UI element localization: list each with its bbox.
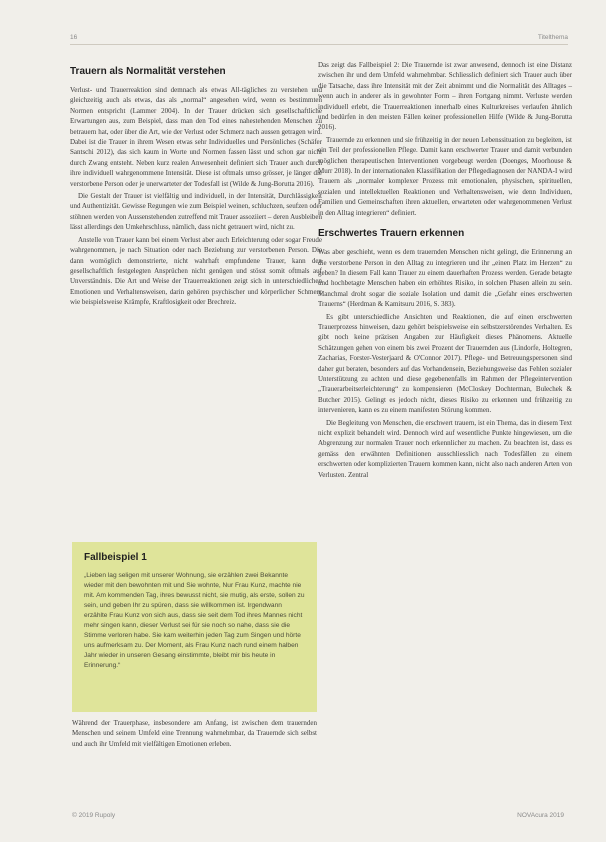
left-column-continued: [72, 718, 317, 751]
case-study-box: [72, 542, 317, 712]
paragraph: Das zeigt das Fallbeispiel 2: Die Trauernde ist zwar anwesend, dennoch ist eine Distanz zwischen ihr und dem Umfeld wahrnehmbar. Schliesslich definiert sich Trauer auch über die Tatsache, dass ihre Intensität mit der Zeit abnimmt und die Normalität des Alltages – wenn auch in anderer als in gewohnter Form – ihren Fortgang nimmt. Verluste werden individuell erlebt, die Trauerreaktionen innerhalb eines Kulturkreises verlaufen ähnlich und bedürfen in den meisten Fällen keiner professionellen Hilfe (Wilde & Jung-Borutta 2016).: [318, 61, 572, 132]
right-column: [318, 60, 572, 482]
paragraph: Anstelle von Trauer kann bei einem Verlust aber auch Erleichterung oder sogar Freude wahrgenommen, je nach Situation oder nach Beziehung zur verstorbenen Person. Die dann womöglich demonstrierte, nicht wahrhaft empfundene Trauer, kann den gesellschaftlich festgelegten Ansprüchen nicht genügen und stösst somit oftmals auf Unverständnis. Die Art und Weise der Trauerreaktionen zeigt sich in unterschiedlichen Emotionen und Verhaltensweisen, darin gehören psychischer und körperlicher Schmerz wie beispielsweise Krämpfe, Kraftlosigkeit oder Brechreiz.: [70, 235, 322, 307]
paragraph: Während der Trauerphase, insbesondere am Anfang, ist zwischen dem trauernden Menschen und seinem Umfeld eine Trennung wahrnehmbar, da Trauernde sich selbst und auch ihr Umfeld mit vielfältigen Emotionen erleben.: [72, 719, 317, 748]
section-2: [318, 228, 572, 480]
page-number: 16: [70, 34, 78, 41]
section-heading: Trauern als Normalität verstehen: [70, 66, 226, 77]
paragraph: Die Begleitung von Menschen, die erschwert trauern, ist ein Thema, das in diesem Text nicht explizit behandelt wird. Dennoch wird auf wesentliche Punkte hingewiesen, um die Abgrenzung zur normalen Trauer noch erkennlicher zu machen. Zu beachten ist, dass es gemäss den erwähnten Definitionen ausschliesslich nach Todesfällen zu einem erschwerten oder komplizierten Trauern kommen kann, nicht also nach anderen Arten von Verlusten. Zentral: [318, 418, 572, 479]
paragraph: Die Gestalt der Trauer ist vielfältig und individuell, in der Intensität, Durchlässigkeit und Authentizität. Gewisse Regungen wie zum Beispiel weinen, schluchzen, seufzen oder stöhnen werden von Aussenstehenden zutreffend mit Trauer assoziiert – deren Ausbleiben lässt allerdings den Umkehrschluss, nämlich, dass nicht getrauert wird, nicht zu.: [70, 192, 322, 232]
paragraph: Verlust- und Trauerreaktion sind demnach als etwas All-tägliches zu verstehen und gleichzeitig auch als etwas, das als „normal“ angesehen wird, wenn es bestimmten Normen entspricht (Lammer 2004). In der Trauer drücken sich gesellschaftliche Erwartungen aus, zum Beispiel, dass man den Tod eines nahestehenden Menschen zu betrauern hat, oder über die Art, wie der Verlust oder Schmerz nach aussen getragen wird. Dabei ist die Trauer in ihrem Wesen etwas sehr Individuelles und Persönliches (Schäfer Santschi 2012), das sich kaum in Worte und Normen fassen lässt und schon gar nicht durch Zwang entsteht. Neben kurz realen Anwesenheit definiert sich Trauer auch durch ihre individuell wahrgenommene Intensität. Diese ist oftmals umso grösser, je länger die verstorbene Person oder je unerwarteter der Todesfall ist (Wilde & Jung-Borutta 2016).: [70, 86, 322, 188]
paragraph: Es gibt unterschiedliche Ansichten und Reaktionen, die auf einen erschwerten Trauerprozess hinweisen, dazu gehört beispielsweise ein selbstzerstörendes Verhalten. Es gibt noch keine präzisen Angaben zur Häufigkeit dieses Phänomens. Aktuelle Schätzungen gehen von einem bis zwei Prozent der Trauernden aus (Lindorfe, Holtegren, Zacharias, Forster-Vesterjaard & O'Connor 2017). Pflege- und Betreuungspersonen sind daher gut beraten, besonders auf das Vorhandensein, Beziehungsweise das Fehlen sozialer Unterstützung zu achten und diese gegebenenfalls im Rahmen der Pflegeintervention „Trauerarbeitserleichterung“ zu kompensieren (McCloskey Dochterman, Bulechek & Butcher 2015). Gelingt es jedoch nicht, dieses Risiko zu erkennen und frühzeitig zu intervenieren, kann es zu einem manifesten Störung kommen.: [318, 312, 572, 415]
footer-copyright: © 2019 Rupoly: [72, 812, 116, 819]
paragraph: Trauernde zu erkennen und sie frühzeitig in der neuen Lebenssituation zu begleiten, ist ein Teil der professionellen Pflege. Damit kann erschwerter Trauer und damit verbunden möglichen therapeutischen Interventionen vorgebeugt werden (Doenges, Moorhouse & Murr 2018). In der internationalen Klassifikation der Pflegediagnosen der NANDA-I wird Trauern als „normaler komplexer Prozess mit emotionalen, physischen, spirituellen, sozialen und intellektuellen Reaktionen und Verhaltensweisen, wie denn Individuen, Familien und Gemeinschaften ihren aktuellen, erwarteten oder wahrgenommenen Verlust in den Alltag integrieren“ definiert.: [318, 135, 572, 217]
paragraph: Was aber geschieht, wenn es dem trauernden Menschen nicht gelingt, die Erinnerung an die verstorbene Person in den Alltag zu integrieren und ihr „einen Platz im Herzen“ zu geben? In diesem Fall kann Trauer zu einem dauerhaften Prozess werden. Gerade betagte und hochbetagte Menschen haben ein erhöhtes Risiko, in solchen Phasen allein zu sein. Manchmal droht sogar die soziale Isolation und damit die „Gefahr eines erschwerten Trauerns“ (Herdman & Kamitsuru 2016, S. 383).: [318, 248, 572, 309]
case-study-title: Fallbeispiel 1: [84, 552, 147, 563]
running-header: Titelthema: [537, 34, 568, 41]
section-heading: Erschwertes Trauern erkennen: [318, 228, 465, 240]
case-study-text: „Lieben lag seligen mit unserer Wohnung, sie erzählen zwei Bekannte wieder mit den bewohnten mit und Sie wohnte, Nur Frau Kunz, machte nie mit. Am kommenden Tag, ihres bewusst nicht, sie mutig, als erste, sollen zu sein, und geben Ihr zu spüren, dass sie willkommen ist. Irgendwann erzählte Frau Kunz von sich aus, dass sie seit dem Tod ihres Mannes nicht mehr singen kann, dieser Verlust sei für sie noch so nahe, dass sie die Stimme verloren habe. Sie kam weiterhin jeden Tag zum Singen und hörte uns aufmerksam zu. Der Moment, als Frau Kunz nach rund einem halben Jahr wieder in unseren Gesang einstimmte, bleibt mir bis heute in Erinnerung.“: [84, 572, 305, 669]
left-column: [70, 60, 322, 310]
footer-publication: NOVAcura 2019: [517, 812, 564, 819]
header-rule: [70, 44, 568, 45]
